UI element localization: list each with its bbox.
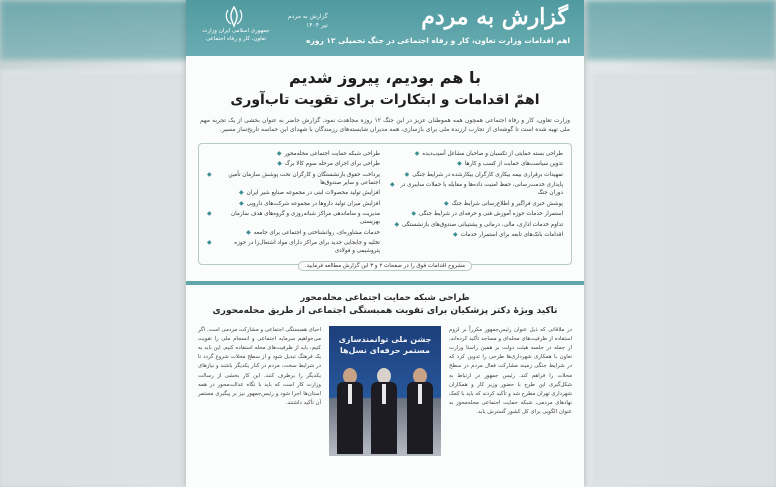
intro-paragraph: وزارت تعاون، کار و رفاه اجتماعی همچون همه هموطنان عزیز در این جنگ ۱۲ روزه مجاهدت نمود. گزارش حاضر به عنوان بخشی از یک تجربه مهم ملی تهیه شده است تا گوشه‌ای از تجارب ارزنده ملی برای بازسازی، همه مدیران شایسته‌های رزمندگان با شهدای این حماسه تاریخ‌ساز مسیر.: [200, 117, 570, 134]
action-text: پرداخت حقوق بازنشستگان و کارگران تحت پوشش سازمان تأمین اجتماعی و سایر صندوق‌ها: [228, 171, 380, 186]
action-text: طراحی بسته حمایتی از تکسبان و صاحبان مشاغل آسیب‌دیده: [422, 150, 563, 157]
bullet-icon: ◆: [207, 239, 212, 247]
bullet-icon: ◆: [276, 149, 282, 157]
action-item: [390, 221, 563, 229]
action-text: تداوم خدمات اداری، مالی، درمانی و پشتیبانی صندوق‌های بازنشستگی: [402, 221, 563, 228]
action-text: پوشش خبری فراگیر و اطلاع‌رسانی شرایط جنگ: [451, 200, 563, 207]
action-item: [390, 171, 563, 179]
actions-column-right: [207, 150, 380, 258]
article-photo: [329, 326, 441, 456]
action-item: [207, 239, 380, 255]
action-item: [390, 160, 563, 168]
action-item: [207, 189, 380, 197]
bullet-icon: ◆: [404, 170, 410, 178]
masthead-subtitle: اهم اقدامات وزارت تعاون، کار و رفاه اجتماعی در جنگ تحمیلی ۱۲ روزه: [306, 36, 570, 45]
iran-emblem-icon: [222, 6, 246, 28]
details-note-text: مشروح اقدامات فوق را در صفحات ۲ و ۳ این گزارش مطالعه فرمایید.: [298, 261, 472, 271]
action-item: [390, 181, 563, 197]
article-column-left: احیای همبستگی اجتماعی و مشارکت مردمی است. اگر می‌خواهیم سرمایه اجتماعی و انسجام ملی را تقویت کنیم، باید از ظرفیت‌های محله استفاده کنیم. این باید به یک فرهنگ تبدیل شود و از سطح محلات شروع گردد تا در شرایط سخت، مردم در کنار یکدیگر باشند و نیازهای یکدیگر را برطرف کنند. این کار بخشی از رسالت وزارت کار است که باید با نگاه عدالت‌محور در همه استان‌ها اجرا شود و رئیس‌جمهور نیز بر پیگیری مستمر آن تأکید داشتند.: [198, 326, 321, 407]
action-item: [207, 210, 380, 226]
ministry-name: جمهوری اسلامی ایران وزارت تعاون، کار و رفاه اجتماعی: [202, 28, 270, 42]
article-body: [186, 316, 584, 456]
action-text: پایداری خدمت‌رسانی، حفظ امنیت داده‌ها و مقابله با حملات سایبری در دوران جنگ: [400, 182, 563, 197]
bullet-icon: ◆: [390, 181, 395, 189]
issue-line-1: گزارش به مردم: [288, 13, 328, 20]
action-item: [390, 231, 563, 239]
article-column-right: در ملاقاتی که ذیل عنوان رئیس‌جمهور مکرراً بر لزوم استفاده از ظرفیت‌های محله‌ای و مساجد تأکید کرده‌اند، از جمله در جلسه هیئت دولت بر همین راستا وزارت تعاون با همکاری شهرداری‌ها طرحی را تدوین کرد که در شرایط جنگی زمینه مشارکت فعال مردم در سطح محلات را فراهم کند. رئیس جمهور در ارتباط به شکل‌گیری این طرح با حضور وزیر کار و همکاران شهرداری تهران مطرح شد و تأکید کردند که باید با کمک نهادهای مردمی، شبکه حمایت اجتماعی محله‌محور به عنوان الگویی برای کل کشور گسترش یابد.: [449, 326, 572, 416]
background-blur-right: [586, 0, 776, 60]
action-item: [207, 229, 380, 237]
actions-box: [198, 143, 572, 265]
action-text: مدیریت و ساماندهی مراکز شبانه‌روزی و گروه‌های هدف سازمان بهزیستی: [231, 211, 380, 226]
action-text: افزایش میزان تولید داروها در مجموعه شرکت‌های دارویی: [246, 200, 380, 207]
bullet-icon: ◆: [239, 189, 244, 197]
photo-person: [407, 368, 433, 456]
action-item: [207, 171, 380, 187]
bullet-icon: ◆: [457, 160, 462, 168]
background-side-left: [0, 70, 185, 487]
action-text: تمهیدات برقراری بیمه بیکاری کارگران بیکارشده در شرایط جنگی: [412, 171, 563, 178]
bullet-icon: ◆: [207, 210, 212, 218]
masthead: [186, 0, 584, 56]
action-text: اقدامات بانک‌های تابعه برای استمرار خدمات: [460, 232, 563, 239]
bullet-icon: ◆: [246, 228, 251, 236]
action-item: [207, 200, 380, 208]
action-item: [390, 200, 563, 208]
bullet-icon: ◆: [444, 199, 449, 207]
issue-info: [288, 12, 328, 30]
bullet-icon: ◆: [239, 199, 244, 207]
action-item: [390, 210, 563, 218]
section-subheading: تاکید ویژۀ دکتر پزشکیان برای تقویت همبستگی اجتماعی از طریق محله‌محوری: [212, 305, 558, 316]
issue-line-2: تیر ۱۴۰۴: [306, 22, 328, 29]
section-divider: [186, 281, 584, 285]
headline-sub: اهمّ اقدامات و ابتکارات برای تقویت تاب‌آوری: [230, 92, 540, 108]
bullet-icon: ◆: [277, 160, 282, 168]
newsletter-page: [186, 0, 584, 487]
masthead-title: گزارش به مردم: [421, 4, 568, 30]
headline-main: با هم بودیم، پیروز شدیم: [289, 68, 481, 87]
action-text: استمرار خدمات حوزه آموزش فنی و حرفه‌ای در شرایط جنگی: [419, 211, 563, 218]
action-text: افزایش تولید محصولات لبنی در مجموعه صنایع شیر ایران: [246, 190, 380, 197]
action-text: تخلیه و جابجایی جدید برای مراکز دارای مواد اشتعال‌زا در حوزه پتروشیمی و فولادی: [234, 240, 380, 255]
action-text: طراحی برای اجرای مرحله سوم کالا برگ: [284, 161, 380, 168]
bullet-icon: ◆: [414, 149, 420, 157]
actions-column-left: [390, 150, 563, 258]
photo-person: [371, 368, 397, 456]
action-item: [390, 150, 563, 158]
action-text: خدمات مشاوره‌ای، روانشناختی و اجتماعی برای جامعه: [253, 229, 380, 236]
bullet-icon: ◆: [207, 170, 212, 178]
background-blur-left: [0, 0, 190, 60]
action-item: [207, 150, 380, 158]
photo-banner-text: جشن ملی توانمندسازی مستمر حرفه‌ای نسل‌ها: [338, 334, 432, 355]
action-item: [207, 160, 380, 168]
bullet-icon: ◆: [452, 231, 458, 239]
background-side-right: [591, 70, 776, 487]
bullet-icon: ◆: [394, 220, 400, 228]
action-text: طراحی شبکه حمایت اجتماعی محله‌محور: [284, 150, 380, 157]
action-text: تدوین سیاست‌های حمایت از کسب و کارها: [464, 161, 563, 168]
bullet-icon: ◆: [411, 210, 417, 218]
section-heading: طراحی شبکه حمایت اجتماعی محله‌محور: [300, 292, 470, 303]
details-note: [186, 261, 584, 271]
photo-person: [337, 368, 363, 456]
